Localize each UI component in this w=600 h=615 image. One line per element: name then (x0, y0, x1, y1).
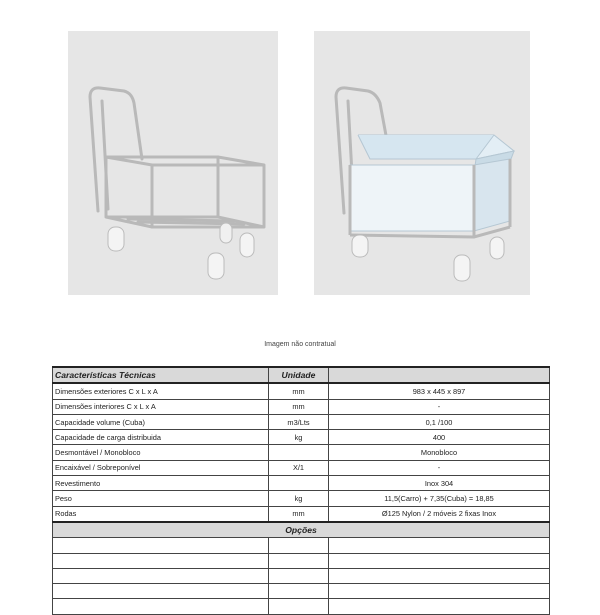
spec-unit: m3/Lts (269, 414, 329, 429)
spec-label: Revestimento (53, 476, 269, 491)
spec-label: Desmontável / Monobloco (53, 445, 269, 460)
options-row (53, 538, 550, 553)
spec-value: 400 (329, 430, 550, 445)
header-characteristics: Características Técnicas (53, 367, 269, 383)
trolley-tub-illustration (314, 31, 530, 295)
options-row (53, 584, 550, 599)
spec-value: 983 x 445 x 897 (329, 383, 550, 399)
table-row (53, 430, 550, 445)
options-row (53, 599, 550, 614)
spec-unit: kg (269, 430, 329, 445)
table-header-row (53, 367, 550, 383)
spec-value: 0,1 /100 (329, 414, 550, 429)
spec-unit: mm (269, 506, 329, 522)
product-photo-trolley-with-tub (314, 31, 530, 295)
spec-unit (269, 476, 329, 491)
spec-unit: mm (269, 399, 329, 414)
spec-label: Capacidade de carga distribuida (53, 430, 269, 445)
image-disclaimer-caption: Imagem não contratual (264, 341, 336, 348)
spec-unit: mm (269, 383, 329, 399)
options-row (53, 553, 550, 568)
header-unit: Unidade (269, 367, 329, 383)
spec-value: - (329, 460, 550, 475)
spec-value: Monobloco (329, 445, 550, 460)
spec-value: Ø125 Nylon / 2 móveis 2 fixas Inox (329, 506, 550, 522)
spec-value: - (329, 399, 550, 414)
table-row (53, 383, 550, 399)
options-row (53, 568, 550, 583)
options-section-header (53, 522, 550, 538)
table-row (53, 445, 550, 460)
product-photo-trolley (68, 31, 278, 295)
spec-unit: kg (269, 491, 329, 506)
spec-value: 11,5(Carro) + 7,35(Cuba) = 18,85 (329, 491, 550, 506)
spec-unit: X/1 (269, 460, 329, 475)
spec-value: Inox 304 (329, 476, 550, 491)
spec-unit (269, 445, 329, 460)
technical-specifications-table (52, 366, 550, 615)
table-row (53, 399, 550, 414)
spec-label: Dimensões exteriores C x L x A (53, 383, 269, 399)
spec-label: Capacidade volume (Cuba) (53, 414, 269, 429)
table-row (53, 506, 550, 522)
options-title: Opções (53, 522, 550, 538)
table-row (53, 476, 550, 491)
spec-label: Dimensões interiores C x L x A (53, 399, 269, 414)
table-row (53, 491, 550, 506)
table-row (53, 414, 550, 429)
spec-label: Encaixável / Sobreponível (53, 460, 269, 475)
trolley-illustration (68, 31, 278, 295)
table-row (53, 460, 550, 475)
spec-label: Peso (53, 491, 269, 506)
header-value (329, 367, 550, 383)
spec-label: Rodas (53, 506, 269, 522)
